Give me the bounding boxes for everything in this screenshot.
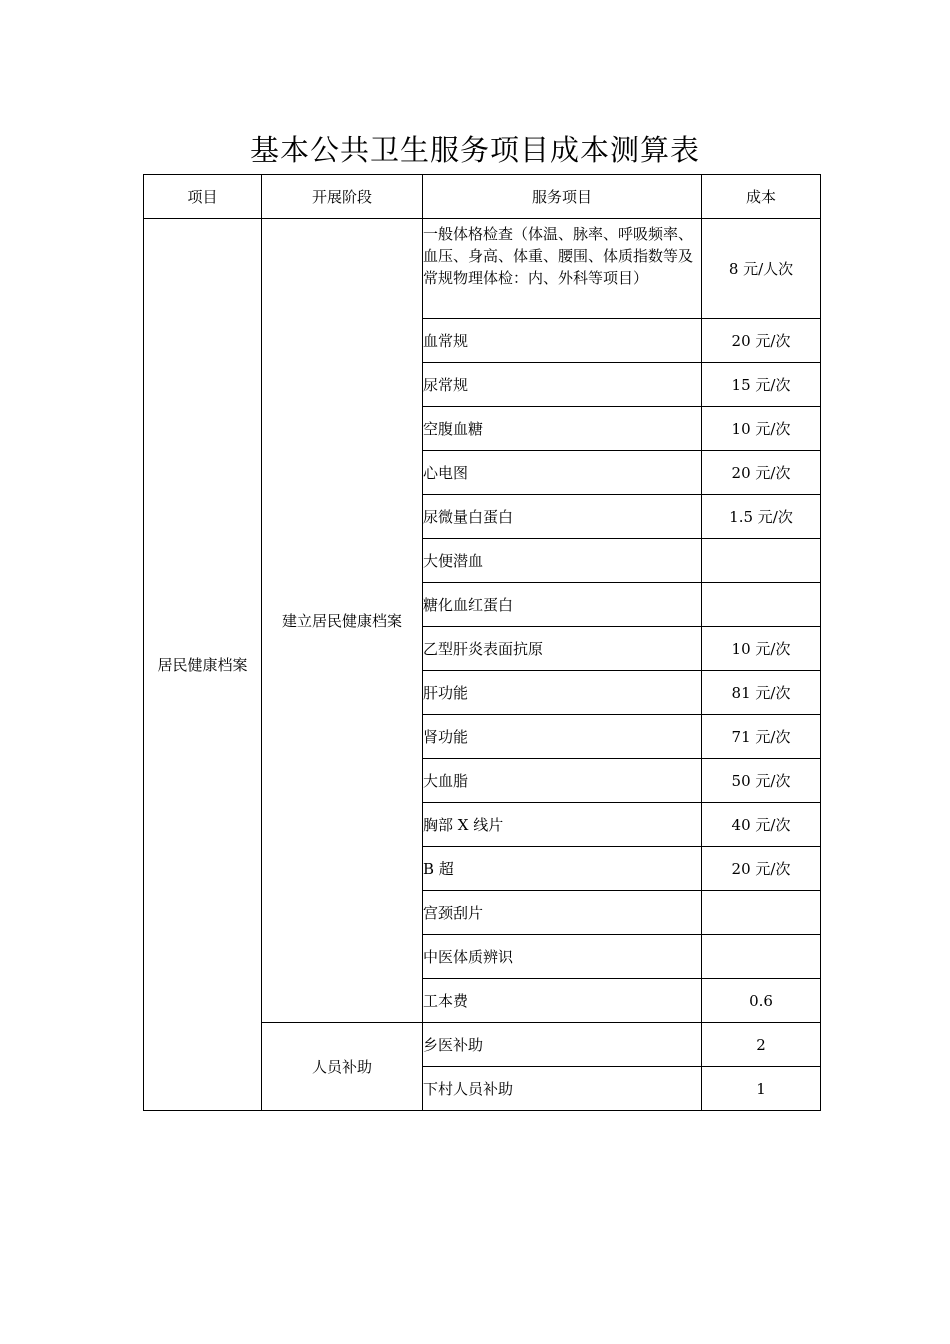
cost-cell: 1.5 元/次 — [702, 495, 821, 539]
cost-cell: 20 元/次 — [702, 847, 821, 891]
header-cost: 成本 — [702, 175, 821, 219]
cost-cell: 8 元/人次 — [702, 219, 821, 319]
cost-cell: 20 元/次 — [702, 319, 821, 363]
service-item-cell: 尿常规 — [423, 363, 702, 407]
stage-cell: 建立居民健康档案 — [262, 219, 423, 1023]
service-item-cell: 空腹血糖 — [423, 407, 702, 451]
cost-cell: 2 — [702, 1023, 821, 1067]
service-item-cell: 肾功能 — [423, 715, 702, 759]
cost-cell: 10 元/次 — [702, 627, 821, 671]
service-item-cell: 下村人员补助 — [423, 1067, 702, 1111]
cost-cell: 71 元/次 — [702, 715, 821, 759]
cost-cell — [702, 935, 821, 979]
service-item-cell: 尿微量白蛋白 — [423, 495, 702, 539]
cost-cell — [702, 583, 821, 627]
service-item-cell: 肝功能 — [423, 671, 702, 715]
cost-cell: 1 — [702, 1067, 821, 1111]
header-service-item: 服务项目 — [423, 175, 702, 219]
cost-cell: 20 元/次 — [702, 451, 821, 495]
service-item-cell: 工本费 — [423, 979, 702, 1023]
service-item-cell: 大便潜血 — [423, 539, 702, 583]
service-item-cell: 心电图 — [423, 451, 702, 495]
table-header-row — [144, 175, 821, 219]
stage-cell: 人员补助 — [262, 1023, 423, 1111]
page-title: 基本公共卫生服务项目成本测算表 — [249, 133, 700, 167]
cost-cell: 40 元/次 — [702, 803, 821, 847]
table-row — [144, 219, 821, 319]
cost-cell: 81 元/次 — [702, 671, 821, 715]
cost-cell: 0.6 — [702, 979, 821, 1023]
cost-cell: 10 元/次 — [702, 407, 821, 451]
service-item-cell: 乡医补助 — [423, 1023, 702, 1067]
cost-cell: 15 元/次 — [702, 363, 821, 407]
header-project: 项目 — [144, 175, 262, 219]
header-stage: 开展阶段 — [262, 175, 423, 219]
service-item-cell: 胸部 X 线片 — [423, 803, 702, 847]
service-item-cell: 糖化血红蛋白 — [423, 583, 702, 627]
service-item-cell: 大血脂 — [423, 759, 702, 803]
service-item-cell: 宫颈刮片 — [423, 891, 702, 935]
cost-cell — [702, 891, 821, 935]
cost-cell — [702, 539, 821, 583]
cost-table — [143, 174, 821, 1111]
service-item-cell: B 超 — [423, 847, 702, 891]
category-cell: 居民健康档案 — [144, 219, 262, 1111]
service-item-cell: 乙型肝炎表面抗原 — [423, 627, 702, 671]
service-item-cell: 中医体质辨识 — [423, 935, 702, 979]
cost-cell: 50 元/次 — [702, 759, 821, 803]
service-item-cell: 血常规 — [423, 319, 702, 363]
service-item-cell: 一般体格检查（体温、脉率、呼吸频率、血压、身高、体重、腰围、体质指数等及常规物理体检：内、外科等项目） — [423, 219, 702, 319]
